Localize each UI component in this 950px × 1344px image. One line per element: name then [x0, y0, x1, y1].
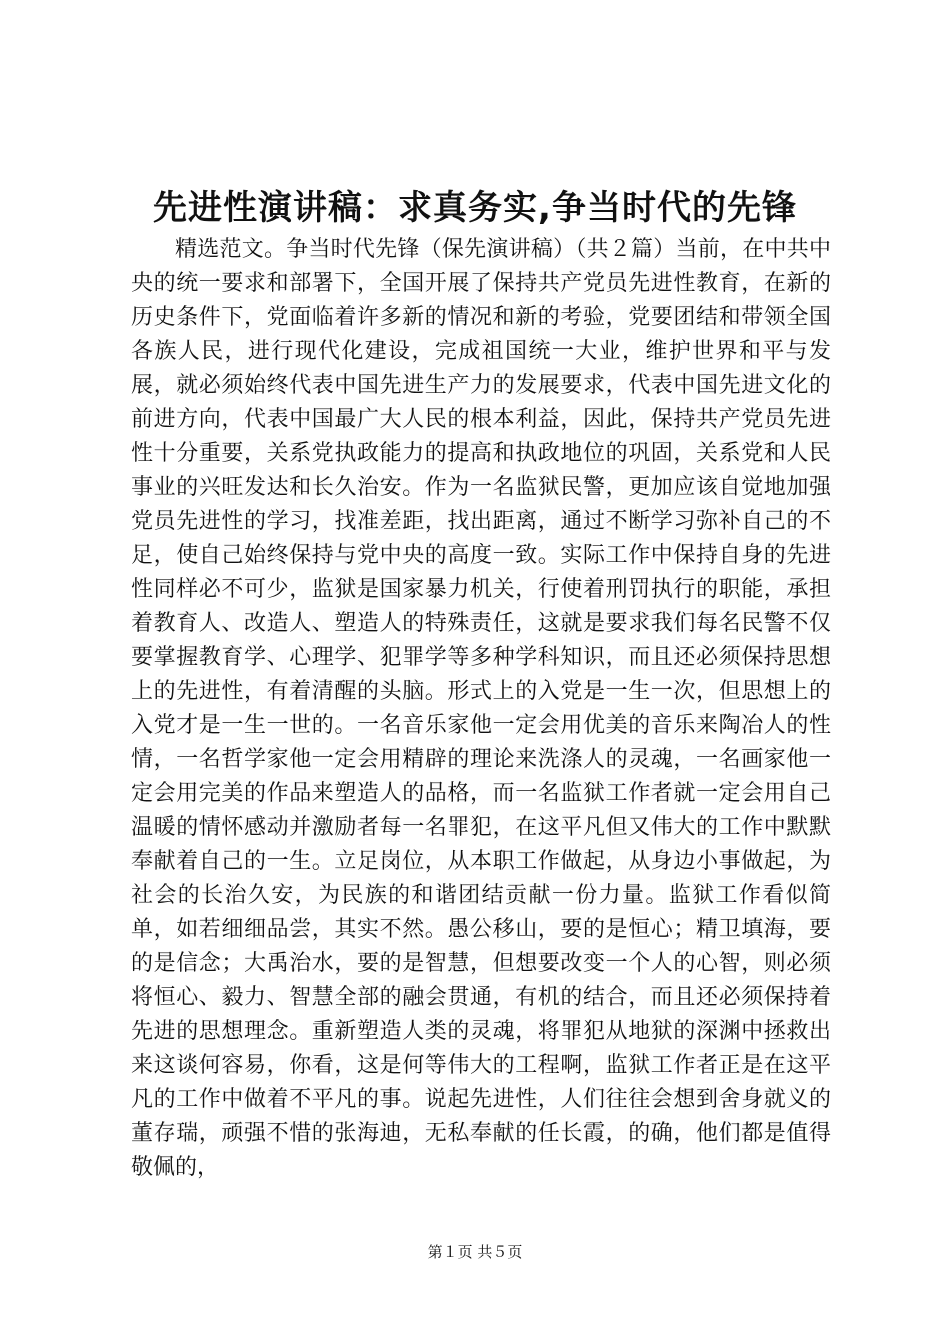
- document-title: 先进性演讲稿：求真务实,争当时代的先锋: [153, 188, 797, 228]
- page-number-footer: 第１页 共５页: [427, 1243, 523, 1261]
- body-paragraph: 精选范文。争当时代先锋（保先演讲稿）（共２篇）当前，在中共中央的统一要求和部署下，全国开展了保持共产党员先进性教育，在新的历史条件下，党面临着许多新的情况和新的考验，党要团结和带领全国各族人民，进行现代化建设，完成祖国统一大业，维护世界和平与发展，就必须始终代表中国先进生产力的发展要求，代表中国先进文化的前进方向，代表中国最广大人民的根本利益，因此，保持共产党员先进性十分重要，关系党执政能力的提高和执政地位的巩固，关系党和人民事业的兴旺发达和长久治安。作为一名监狱民警，更加应该自觉地加强党员先进性的学习，找准差距，找出距离，通过不断学习弥补自己的不足，使自己始终保持与党中央的高度一致。实际工作中保持自身的先进性同样必不可少，监狱是国家暴力机关，行使着刑罚执行的职能，承担着教育人、改造人、塑造人的特殊责任，这就是要求我们每名民警不仅要掌握教育学、心理学、犯罪学等多种学科知识，而且还必须保持思想上的先进性，有着清醒的头脑。形式上的入党是一生一次，但思想上的入党才是一生一世的。一名音乐家他一定会用优美的音乐来陶冶人的性情，一名哲学家他一定会用精辟的理论来洗涤人的灵魂，一名画家他一定会用完美的作品来塑造人的品格，而一名监狱工作者就一定会用自己温暖的情怀感动并激励者每一名罪犯，在这平凡但又伟大的工作中默默奉献着自己的一生。立足岗位，从本职工作做起，从身边小事做起，为社会的长治久安，为民族的和谐团结贡献一份力量。监狱工作看似简单，如若细细品尝，其实不然。愚公移山，要的是恒心；精卫填海，要的是信念；大禹治水，要的是智慧，但想要改变一个人的心智，则必须将恒心、毅力、智慧全部的融会贯通，有机的结合，而且还必须保持着先进的思想理念。重新塑造人类的灵魂，将罪犯从地狱的深渊中拯救出来这谈何容易，你看，这是何等伟大的工程啊，监狱工作者正是在这平凡的工作中做着不平凡的事。说起先进性，人们往往会想到舍身就义的董存瑞，顽强不惜的张海迪，无私奉献的任长霞，的确，他们都是值得敬佩的，: [131, 237, 831, 1180]
- document-body: [131, 233, 831, 1185]
